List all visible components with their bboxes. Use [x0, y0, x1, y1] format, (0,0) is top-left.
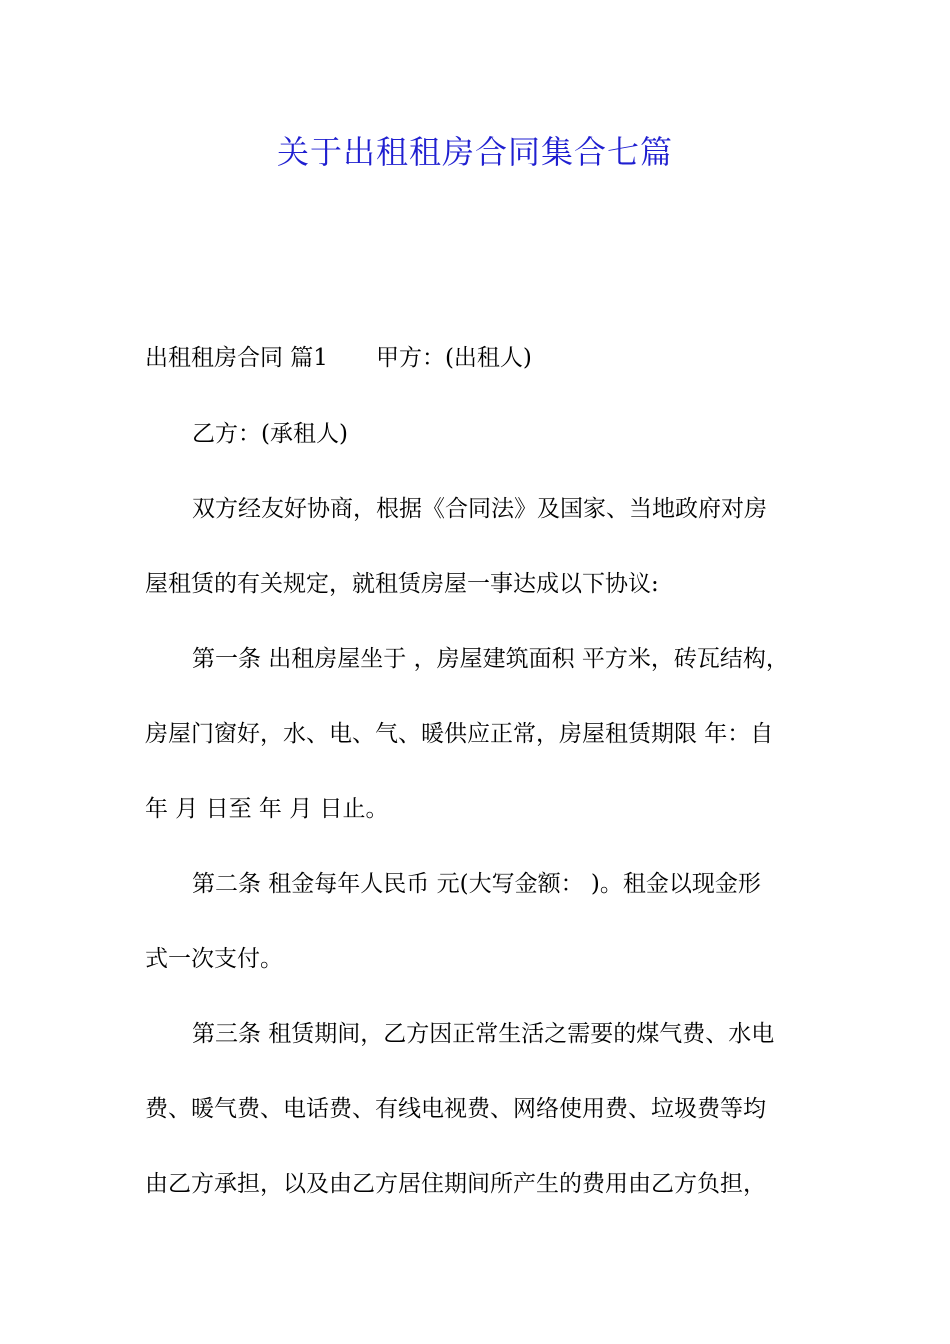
paragraph-line: 式一次支付。 — [145, 946, 283, 972]
paragraph-line: 房屋门窗好，水、电、气、暖供应正常，房屋租赁期限 年：自 — [145, 721, 774, 747]
article-2-line: 第二条 租金每年人民币 元(大写金额： )。租金以现金形 — [192, 871, 761, 897]
paragraph-line: 年 月 日至 年 月 日止。 — [145, 796, 389, 822]
document-title: 关于出租租房合同集合七篇 — [276, 133, 673, 171]
contract-heading: 出租租房合同 篇1 — [145, 345, 328, 371]
paragraph-line: 屋租赁的有关规定，就租赁房屋一事达成以下协议: — [145, 571, 659, 597]
article-3-line: 第三条 租赁期间，乙方因正常生活之需要的煤气费、水电 — [192, 1021, 775, 1047]
article-1-line: 第一条 出租房屋坐于 ，房屋建筑面积 平方米，砖瓦结构， — [192, 646, 789, 672]
paragraph-line: 由乙方承担，以及由乙方居住期间所产生的费用由乙方负担， — [145, 1171, 766, 1197]
party-b-label: 乙方：(承租人) — [192, 421, 348, 447]
paragraph-line: 费、暖气费、电话费、有线电视费、网络使用费、垃圾费等均 — [145, 1096, 766, 1122]
party-a-label: 甲方：(出租人) — [375, 345, 532, 371]
paragraph-line: 双方经友好协商，根据《合同法》及国家、当地政府对房 — [192, 496, 767, 522]
heading-line — [145, 341, 845, 375]
